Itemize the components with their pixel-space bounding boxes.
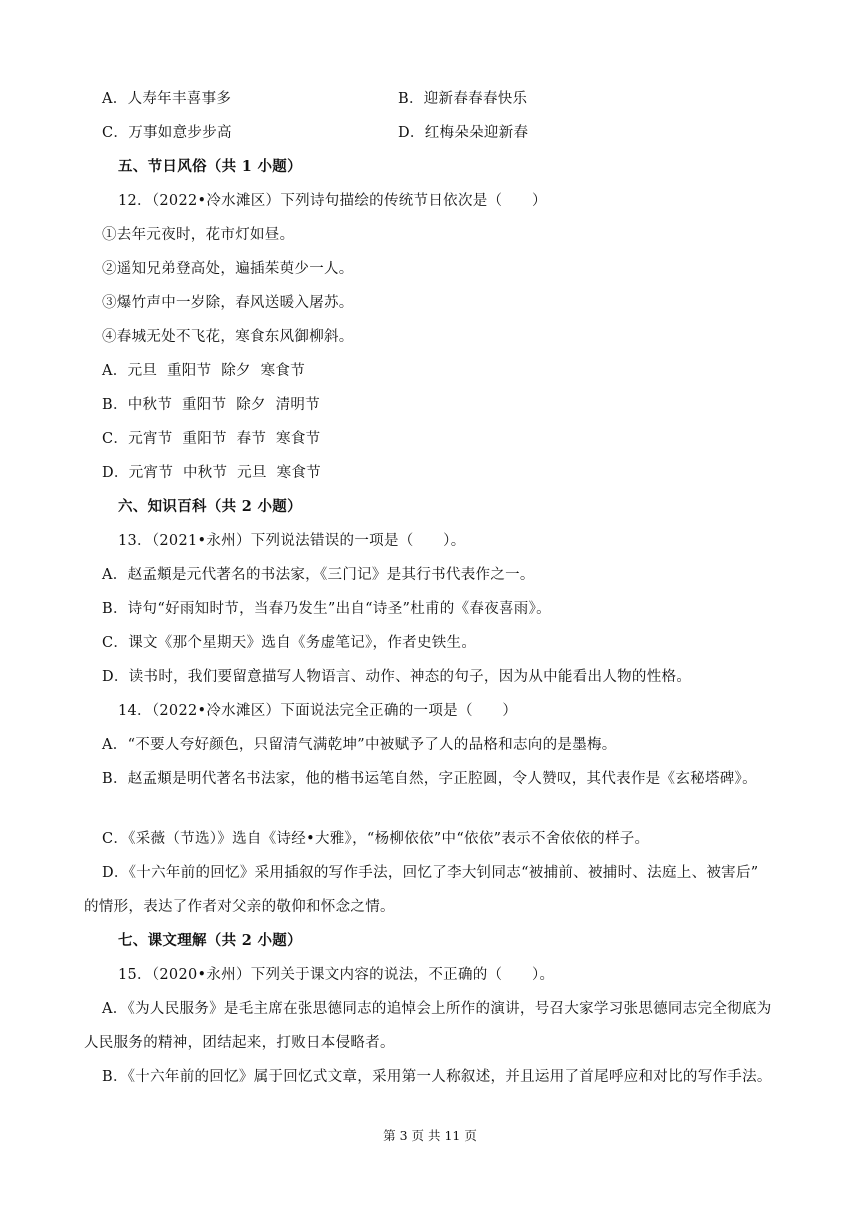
q11-option-b: B．迎新春春春快乐 [398,91,528,107]
q13-option-b: B．诗句“好雨知时节，当春乃发生”出自“诗圣”杜甫的《春夜喜雨》。 [102,601,551,617]
page-number-footer: 第 3 页 共 11 页 [383,1128,477,1143]
question-12-stem: 12．（2022•冷水滩区）下列诗句描绘的传统节日依次是（ ） [118,193,547,209]
q14-option-d-continued: 的情形，表达了作者对父亲的敬仰和怀念之情。 [84,899,395,915]
q15-option-b: B．《十六年前的回忆》属于回忆式文章，采用第一人称叙述，并且运用了首尾呼应和对比的写作手法。 [102,1069,772,1085]
q12-option-a: A．元旦 重阳节 除夕 寒食节 [102,363,306,379]
question-15-stem: 15．（2020•永州）下列关于课文内容的说法，不正确的（ ）。 [118,967,555,983]
q11-option-d: D．红梅朵朵迎新春 [398,125,529,141]
q12-line-4: ④春城无处不飞花，寒食东风御柳斜。 [102,329,354,345]
q12-line-2: ②遥知兄弟登高处，遍插茱萸少一人。 [102,261,354,277]
q14-option-c: C．《采薇（节选）》选自《诗经•大雅》，“杨柳依依”中“依依”表示不舍依依的样子。 [102,831,650,847]
q13-option-c: C．课文《那个星期天》选自《务虚笔记》，作者史铁生。 [102,635,477,651]
q11-option-c: C．万事如意步步高 [102,125,232,141]
q14-option-b: B．赵孟頫是明代著名书法家，他的楷书运笔自然，字正腔圆，令人赞叹，其代表作是《玄秘塔碑》。 [102,771,757,787]
q15-option-a: A．《为人民服务》是毛主席在张思德同志的追悼会上所作的演讲，号召大家学习张思德同志完全彻底为 [102,1001,772,1017]
q13-option-a: A．赵孟頫是元代著名的书法家，《三门记》是其行书代表作之一。 [102,567,535,583]
section-heading-7: 七、课文理解（共 2 小题） [118,932,302,949]
q12-option-c: C．元宵节 重阳节 春节 寒食节 [102,431,321,447]
question-13-stem: 13．（2021•永州）下列说法错误的一项是（ ）。 [118,533,466,549]
q12-option-d: D．元宵节 中秋节 元旦 寒食节 [102,465,321,481]
q14-option-d: D．《十六年前的回忆》采用插叙的写作手法，回忆了李大钊同志“被捕前、被捕时、法庭上、被害后” [102,865,759,881]
q12-line-3: ③爆竹声中一岁除，春风送暖入屠苏。 [102,295,354,311]
q12-line-1: ①去年元夜时，花市灯如昼。 [102,227,295,243]
q14-option-a: A．“不要人夸好颜色，只留清气满乾坤”中被赋予了人的品格和志向的是墨梅。 [102,737,617,753]
q15-option-a-continued: 人民服务的精神，团结起来，打败日本侵略者。 [84,1035,395,1051]
q13-option-d: D．读书时，我们要留意描写人物语言、动作、神态的句子，因为从中能看出人物的性格。 [102,669,692,685]
q11-option-a: A．人寿年丰喜事多 [102,91,232,107]
section-heading-5: 五、节日风俗（共 1 小题） [118,158,302,175]
question-14-stem: 14．（2022•冷水滩区）下面说法完全正确的一项是（ ） [118,703,518,719]
q12-option-b: B．中秋节 重阳节 除夕 清明节 [102,397,321,413]
section-heading-6: 六、知识百科（共 2 小题） [118,498,302,515]
